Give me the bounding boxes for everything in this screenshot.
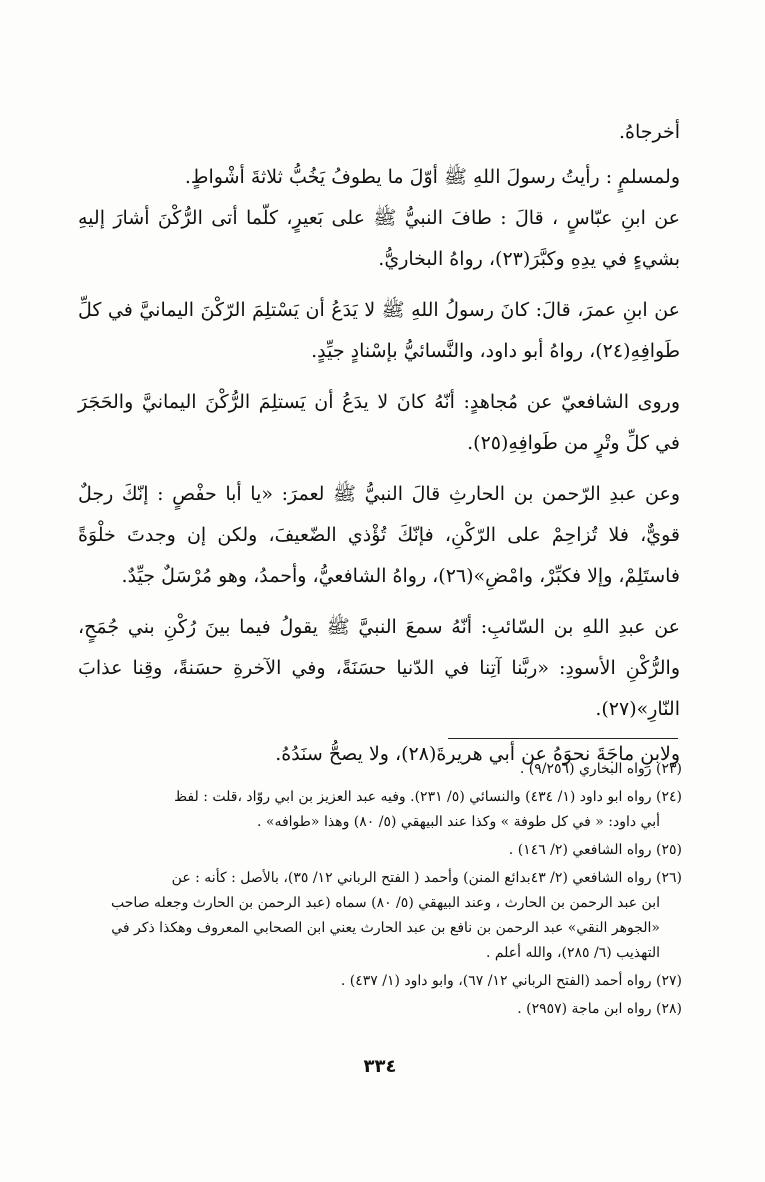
paragraph-7: عن عبدِ اللهِ بن السّائبِ: أنّهُ سمعَ النبيَّ ﷺ يقولُ فيما بينَ رُكْنِ بني جُمَحٍ، والرُّكْنِ الأسودِ: «ربَّنا آتِنا في الدّنيا حسَنَةً، وفي الآخرةِ حسَنةً، وقِنا عذابَ النّارِ»(٢٧).	[78, 616, 680, 720]
footnote-continuation: ابن عبد الرحمن بن الحارث ، وعند البيهقي (٥/ ٨٠) سماه (عبد الرحمن بن الحارث وجعله صاحب «الجوهر النقي» عبد الرحمن بن نافع بن عبد الحارث يعني ابن الصحابي المعروف وهكذا ذكر في التهذيب (٦/ ٢٨٥)، والله أعلم .	[111, 895, 660, 961]
paragraph-3: عن ابنِ عبّاسٍ ، قالَ : طافَ النبيُّ ﷺ على بَعيرٍ، كلّما أتى الرُّكْنَ أشارَ إليهِ بشيءٍ في يدِهِ وكبَّرَ(٢٣)، رواهُ البخاريُّ.	[78, 207, 680, 270]
main-text	[78, 112, 680, 775]
paragraph-4: عن ابنِ عمرَ، قالَ: كانَ رسولُ اللهِ ﷺ لا يَدَعُ أن يَسْتلِمَ الرّكْنَ اليمانيَّ في كلِّ طَوافِهِ(٢٤)، رواهُ أبو داود، والنَّسائيُّ بإسْنادٍ جيِّدٍ.	[78, 299, 680, 362]
paragraph-5: وروى الشافعيّ عن مُجاهدٍ: أنّهُ كانَ لا يدَعُ أن يَستلِمَ الرُّكْنَ اليمانيَّ والحَجَرَ في كلِّ وتْرٍ من طَوافِهِ(٢٥).	[78, 391, 680, 454]
footnote-text: (٢٣) رواه البخاري (٩/٢٥٦) .	[519, 761, 682, 777]
paragraph-6: وعن عبدِ الرّحمن بن الحارثِ قالَ النبيُّ ﷺ لعمرَ: «يا أبا حفْصٍ : إنّكَ رجلٌ قويٌّ، فلا تُزاحِمْ على الرّكْنِ، فإنّكَ تُؤْذي الضّعيفَ، ولكن إن وجدتَ خلْوَةً فاستَلِمْ، وإلا فكبِّرْ، وامْضِ»(٢٦)، رواهُ الشافعيُّ، وأحمدُ، وهو مُرْسَلٌ جيِّدٌ.	[78, 483, 680, 587]
footnote-25	[70, 838, 682, 863]
paragraph-8: ولابنِ ماجَةَ نحوَهُ عن أبي هريرةَ(٢٨)، ولا يصحُّ سنَدُهُ.	[275, 743, 680, 765]
footnote-28	[70, 997, 682, 1022]
footnote-23	[70, 757, 682, 782]
footnote-24	[70, 785, 682, 835]
footnote-27	[70, 969, 682, 994]
footnote-text: (٢٨) رواه ابن ماجة (٢٩٥٧) .	[517, 1001, 682, 1017]
footnote-continuation: أبي داود: « في كل طوفة » وكذا عند البيهقي (٥/ ٨٠) وهذا «طوافه» .	[257, 814, 660, 830]
footnote-text: (٢٥) رواه الشافعي (٢/ ١٤٦) .	[508, 842, 682, 858]
footnote-text: (٢٤) رواه ابو داود (١/ ٤٣٤) والنسائي (٥/ ٢٣١). وفيه عبد العزيز بن ابي روّاد ،قلت : لفظ	[174, 789, 682, 805]
page-number: ٣٣٤	[363, 1056, 397, 1077]
footnote-26	[70, 866, 682, 966]
footnote-text: (٢٧) رواه أحمد (الفتح الرباني ١٢/ ٦٧)، وابو داود (١/ ٤٣٧) .	[340, 973, 682, 989]
footnote-text: (٢٦) رواه الشافعي (٢/ ٤٣بدائع المنن) وأحمد ( الفتح الرباني ١٢/ ٣٥)، بالأصل : كأنه : عن	[171, 870, 682, 886]
paragraph-2: ولمسلمٍ : رأيتُ رسولَ اللهِ ﷺ أوّلَ ما يطوفُ يَخُبُّ ثلاثةَ أشْواطٍ.	[184, 166, 680, 188]
paragraph-1: أخرجاهُ.	[618, 121, 680, 143]
footnotes	[70, 757, 682, 1025]
footnote-divider	[448, 738, 678, 739]
